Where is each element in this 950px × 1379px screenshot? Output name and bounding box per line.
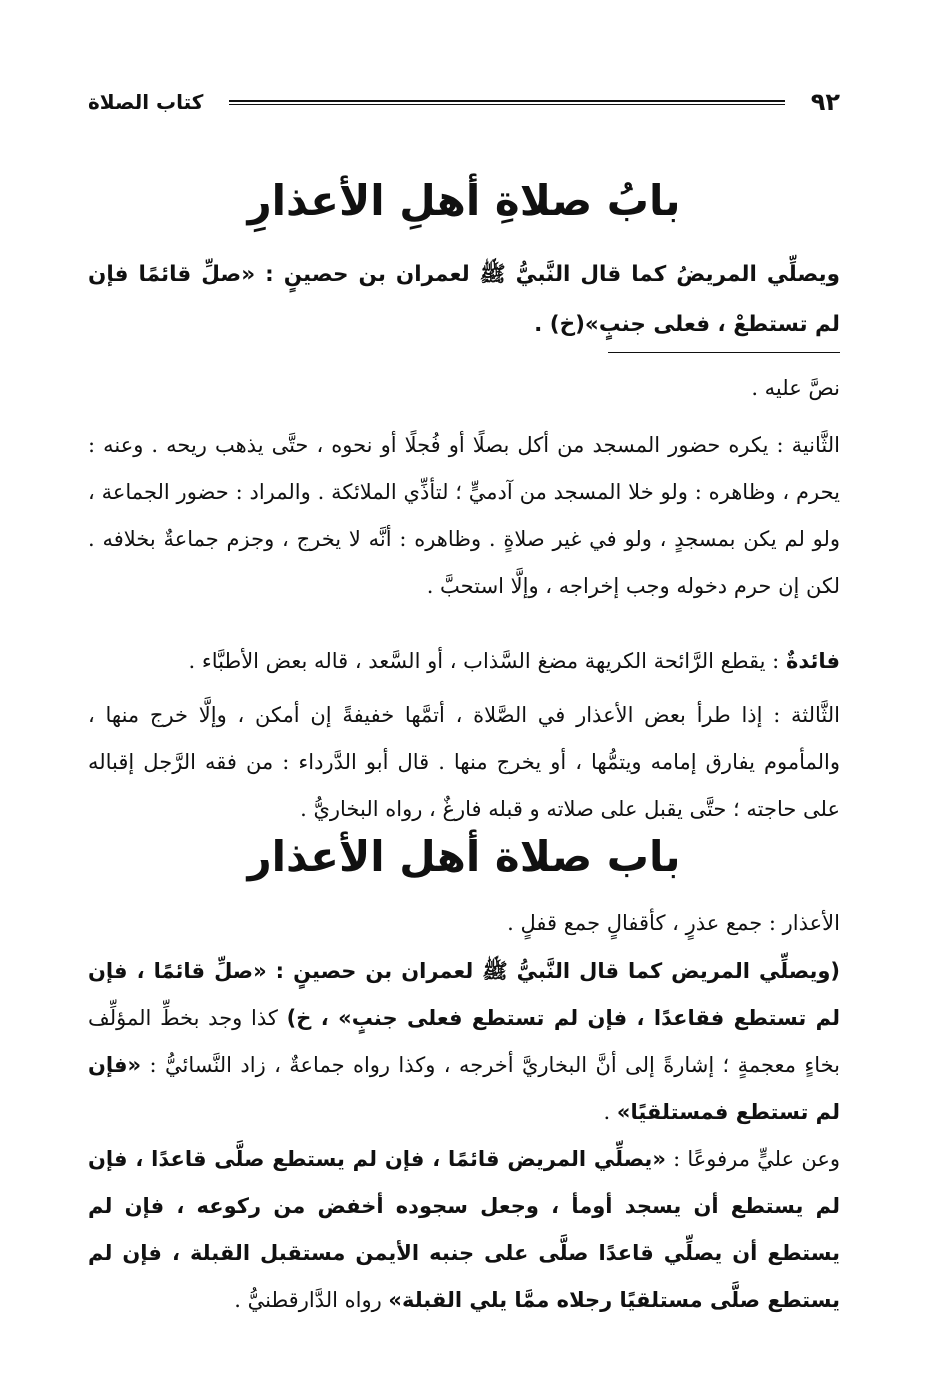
commentary-text: كذا وجد بخطِّ المؤلِّف بخاءٍ معجمةٍ ؛ إشارةً إلى أنَّ البخاريَّ أخرجه ، وكذا رواه جماعةٌ ، زاد النَّسائيُّ :: [88, 1006, 840, 1077]
chapter-title-sharh: باب صلاة أهل الأعذار: [247, 832, 681, 881]
narration-intro: وعن عليٍّ مرفوعًا :: [665, 1147, 840, 1171]
running-header: [88, 82, 840, 122]
matn-underline: [608, 352, 840, 353]
chapter-title-matn: بابُ صلاةِ أهلِ الأعذارِ: [247, 176, 681, 225]
header-rule: [229, 100, 784, 105]
paragraph-hadith-imran: [88, 948, 840, 1136]
paragraph-nass: نصَّ عليه .: [751, 376, 840, 400]
matn-block: [88, 250, 840, 353]
hadith-ali-text: «يصلِّي المريض قائمًا ، فإن لم يستطع صلَّى قاعدًا ، فإن لم يستطع أن يسجد أومأ ، وجعل سجوده أخفض من ركوعه ، فإن لم يستطع أن يصلِّي قاعدًا صلَّى على جنبه الأيمن مستقبل القبلة ، فإن لم يستطع صلَّى مستلقيًا رجلاه ممَّا يلي القبلة»: [88, 1147, 840, 1312]
matn-text: ويصلِّي المريضُ كما قال النَّبيُّ ﷺ لعمران بن حصينٍ : «صلِّ قائمًا فإن لم تستطعْ ، فعلى جنبٍ»(خ) .: [88, 262, 840, 337]
page-number: ٩٢: [810, 88, 840, 116]
narration-source: رواه الدَّارقطنيُّ .: [234, 1288, 389, 1312]
running-title: كتاب الصلاة: [88, 90, 204, 114]
nasai-addition: «فإن لم تستطع فمستلقيًا»: [88, 1053, 840, 1124]
benefit-label: فائدةٌ: [785, 649, 840, 673]
book-page: [88, 0, 840, 1379]
paragraph-hadith-ali: [88, 1136, 840, 1324]
paragraph-definition: الأعذار : جمع عذرٍ ، كأقفالٍ جمع قفلٍ .: [507, 911, 840, 935]
paragraph-third-issue: الثَّالثة : إذا طرأ بعض الأعذار في الصَّلاة ، أتمَّها خفيفةً إن أمكن ، وإلَّا خرج منها ، والمأموم يفارق إمامه ويتمُّها ، أو يخرج منها . قال أبو الدَّرداء : من فقه الرَّجل إقباله على حاجته ؛ حتَّى يقبل على صلاته و قبله فارغٌ ، رواه البخاريُّ .: [88, 703, 840, 821]
benefit-text: : يقطع الرَّائحة الكريهة مضغ السَّذاب ، أو السَّعد ، قاله بعض الأطبَّاء .: [188, 649, 780, 673]
quoted-matn: (ويصلِّي المريض كما قال النَّبيُّ ﷺ لعمران بن حصينٍ : «صلِّ قائمًا ، فإن لم تستطع فقاعدًا ، فإن لم تستطع فعلى جنبٍ» ، خ): [88, 959, 841, 1030]
sentence-end: .: [603, 1100, 617, 1124]
paragraph-benefit: [88, 638, 840, 685]
paragraph-second-issue: الثَّانية : يكره حضور المسجد من أكل بصلًا أو فُجلًا أو نحوه ، حتَّى يذهب ريحه . وعنه : يحرم ، وظاهره : ولو خلا المسجد من آدميٍّ ؛ لتأذِّي الملائكة . والمراد : حضور الجماعة ، ولو لم يكن بمسجدٍ ، ولو في غير صلاةٍ . وظاهره : أنَّه لا يخرج ، وجزم جماعةٌ بخلافه . لكن إن حرم دخوله وجب إخراجه ، وإلَّا استحبَّ .: [88, 433, 840, 598]
